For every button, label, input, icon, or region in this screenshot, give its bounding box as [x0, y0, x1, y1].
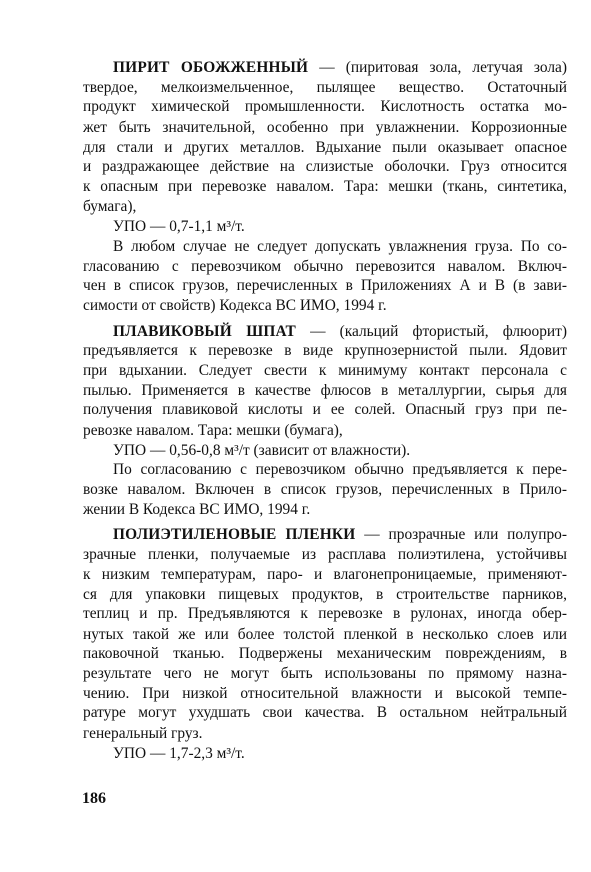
entry-3-line-10: генеральный груз.: [83, 725, 203, 742]
entry-1-line-0: — (пиритовая зола, летучая зола): [308, 59, 567, 76]
entry-2-line-8: возке навалом. Включен в список грузов, перечисленных в Прило-: [83, 481, 567, 498]
entry-2-line-7: По согласованию с перевозчиком обычно предъявляется к пере-: [113, 461, 567, 478]
entry-1-line-1: твердое, мелкоизмельченное, пылящее вещество. Остаточный: [83, 79, 567, 96]
entry-3-line-1: зрачные пленки, получаемые из расплава полиэтилена, устойчивы: [83, 546, 567, 563]
entry-2-line-4: получения плавиковой кислоты и ее солей. Опасный груз при пе-: [83, 401, 567, 418]
entry-2-line-9: жении В Кодекса ВС ИМО, 1994 г.: [83, 501, 311, 518]
entry-1-line-5: и раздражающее действие на слизистые оболочки. Груз относится: [83, 158, 567, 175]
entry-1-line-2: продукт химической промышленности. Кислотность остатка мо-: [83, 98, 567, 115]
page-number: 186: [82, 790, 106, 807]
entry-2-first-line: [113, 322, 567, 341]
entry-3-line-7: результате чего не могут быть использованы по прямому назна-: [83, 665, 567, 682]
entry-2-line-1: предъявляется к перевозке в виде крупнозернистой пыли. Ядовит: [83, 342, 567, 359]
entry-2-upo: УПО — 0,56-0,8 м³/т (зависит от влажности).: [113, 442, 411, 459]
entry-3-line-6: паковочной тканью. Подвержены механическим повреждениям, в: [83, 645, 567, 662]
entry-1-term: ПИРИТ ОБОЖЖЕННЫЙ: [113, 59, 309, 76]
entry-1-first-line: [113, 58, 567, 77]
entry-2-line-3: пылью. Применяется в качестве флюсов в металлургии, сырья для: [83, 382, 567, 399]
entry-2-line-2: при вдыхании. Следует свести к минимуму контакт персонала с: [83, 362, 567, 379]
entry-1-line-12: симости от свойств) Кодекса ВС ИМО, 1994 г.: [83, 297, 387, 314]
entry-3-line-2: к низким температурам, паро- и влагонепроницаемые, применяют-: [83, 566, 567, 583]
entry-1-line-9: В любом случае не следует допускать увлажнения груза. По со-: [113, 238, 567, 255]
entry-1-line-6: к опасным при перевозке навалом. Тара: мешки (ткань, синтетика,: [83, 178, 567, 195]
entry-3-upo: УПО — 1,7-2,3 м³/т.: [113, 745, 245, 762]
entry-3-line-5: нутых такой же или более толстой пленкой в несколько слоев или: [83, 626, 567, 643]
entry-1-upo: УПО — 0,7-1,1 м³/т.: [113, 218, 245, 235]
entry-1-line-4: для стали и других металлов. Вдыхание пыли оказывает опасное: [83, 139, 567, 156]
entry-3-line-4: теплиц и пр. Предъявляются к перевозке в рулонах, иногда обер-: [83, 605, 567, 622]
entry-3-term: ПОЛИЭТИЛЕНОВЫЕ ПЛЕНКИ: [113, 526, 356, 543]
entry-2-line-5: ревозке навалом. Тара: мешки (бумага),: [83, 422, 343, 439]
entry-1-line-7: бумага),: [83, 198, 137, 215]
entry-3-line-0: — прозрачные или полупро-: [355, 526, 567, 543]
entry-3-line-8: чению. При низкой относительной влажности и высокой темпе-: [83, 685, 567, 702]
entry-2-term: ПЛАВИКОВЫЙ ШПАТ: [113, 323, 296, 340]
entry-1-line-10: гласованию с перевозчиком обычно перевозится навалом. Включ-: [83, 258, 567, 275]
entry-1-line-11: чен в список грузов, перечисленных в Приложениях А и В (в зави-: [83, 277, 567, 294]
entry-3-line-9: ратуре могут ухудшать свои качества. В остальном нейтральный: [83, 704, 567, 721]
entry-2-line-0: — (кальций фтористый, флюорит): [295, 323, 567, 340]
entry-3-first-line: [113, 525, 567, 544]
entry-1-line-3: жет быть значительной, особенно при увлажнении. Коррозионные: [83, 119, 567, 136]
entry-3-line-3: ся для упаковки пищевых продуктов, в строительстве парников,: [83, 586, 567, 603]
